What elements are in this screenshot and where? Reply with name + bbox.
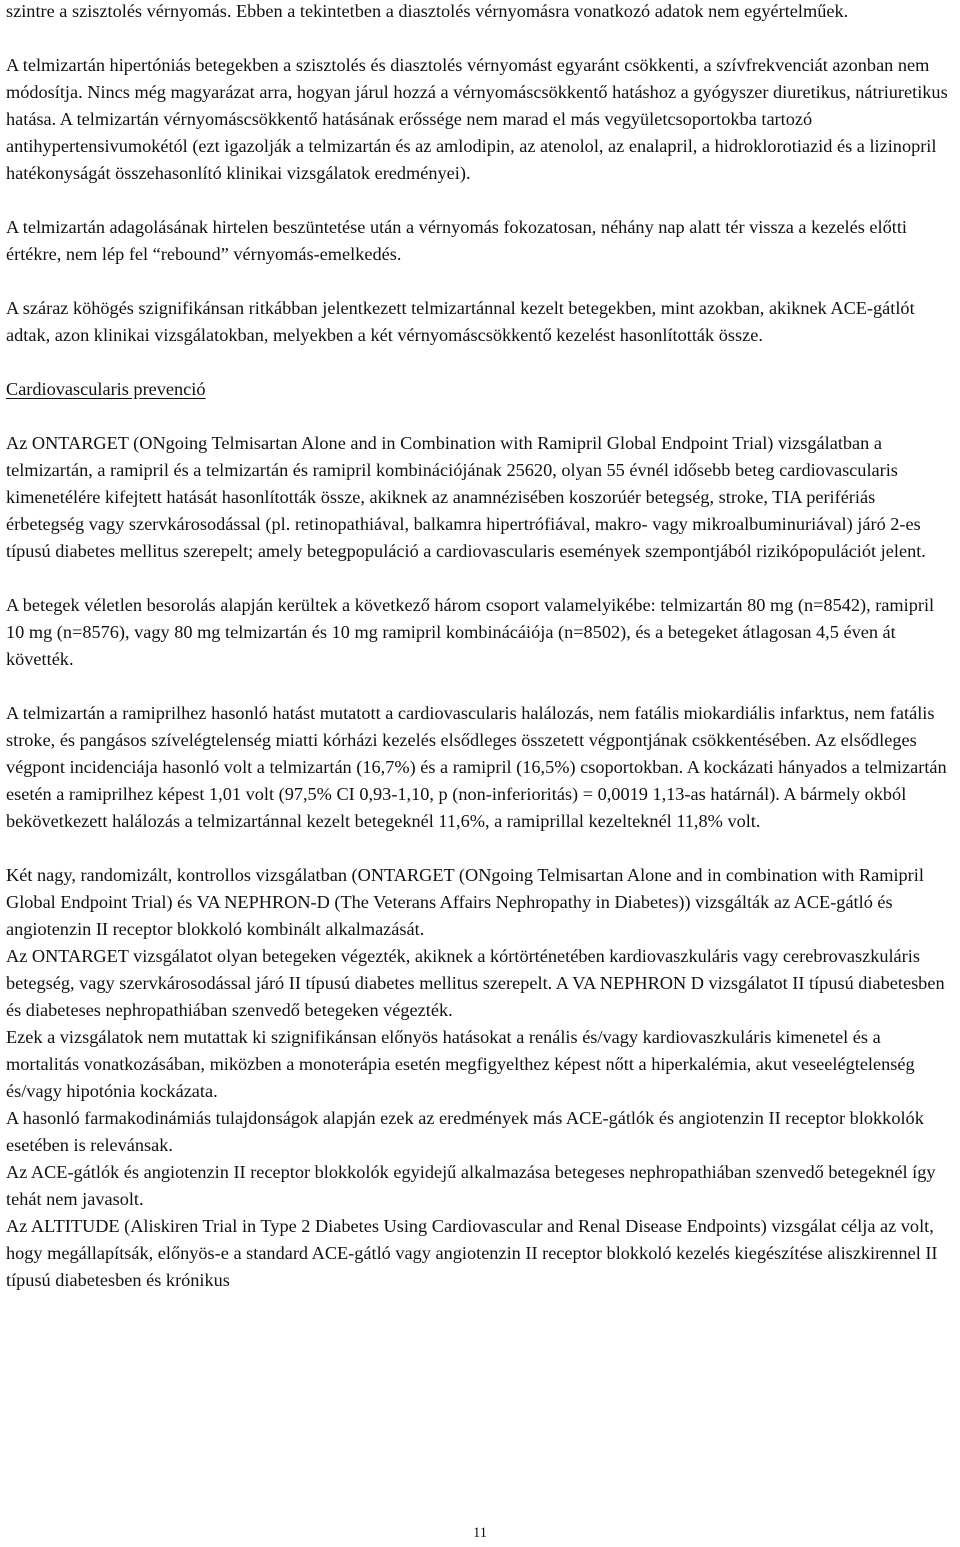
- paragraph-dry-cough: A száraz köhögés szignifikánsan ritkábban jelentkezett telmizartánnal kezelt betegekben, mint azokban, akiknek ACE-gátlót adtak, azon klinikai vizsgálatokban, melyekben a két vérnyomáscsökkentő kezelést hasonlították össze.: [6, 298, 915, 345]
- paragraph-class-relevance: A hasonló farmakodinámiás tulajdonságok alapján ezek az eredmények más ACE-gátlók és angiotenzin II receptor blokkolók esetében is relevánsak.: [6, 1108, 924, 1155]
- paragraph-discontinuation: A telmizartán adagolásának hirtelen beszüntetése után a vérnyomás fokozatosan, néhány nap alatt tér vissza a kezelés előtti értékre, nem lép fel “rebound” vérnyomás-emelkedés.: [6, 217, 908, 264]
- paragraph-telmisartan-effect: A telmizartán hipertóniás betegekben a szisztolés és diasztolés vérnyomást egyaránt csökkenti, a szívfrekvenciát azonban nem módosítja. Nincs még magyarázat arra, hogyan járul hozzá a vérnyomáscsökkentő hatáshoz a gyógyszer diuretikus, nátriuretikus hatása. A telmizartán vérnyomáscsökkentő hatásának erőssége nem marad el más vegyületcsoportokba tartozó antihypertensivumokétól (ezt igazolják a telmizartán és az amlodipin, az atenolol, az enalapril, a hidroklorotiazid és a lizinopril hatékonyságát összehasonlító klinikai vizsgálatok eredményei).: [6, 55, 948, 183]
- paragraph-not-recommended: Az ACE-gátlók és angiotenzin II receptor blokkolók egyidejű alkalmazása betegeses nephropathiában szenvedő betegeknél így tehát nem javasolt.: [6, 1162, 936, 1209]
- paragraph-combination-trials: Két nagy, randomizált, kontrollos vizsgálatban (ONTARGET (ONgoing Telmisartan Alone and in combination with Ramipril Global Endpoint Trial) és VA NEPHRON-D (The Veterans Affairs Nephropathy in Diabetes)) vizsgálták az ACE-gátló és angiotenzin II receptor blokkoló kombinált alkalmazását.: [6, 865, 924, 939]
- paragraph-ontarget-study: Az ONTARGET (ONgoing Telmisartan Alone and in Combination with Ramipril Global Endpoint Trial) vizsgálatban a telmizartán, a ramipril és a telmizartán és ramipril kombinációjának 25620, olyan 55 évnél idősebb beteg cardiovascularis kimenetélére kifejtett hatását hasonlították össze, akiknek az anamnézisében koszorúér betegség, stroke, TIA perifériás érbetegség vagy szervkárosodással (pl. retinopathiával, balkamra hipertrófiával, makro- vagy mikroalbuminuriával) járó 2-es típusú diabetes mellitus szerepelt; amely betegpopuláció a cardiovascularis események szempontjából rizikópopulációt jelent.: [6, 433, 926, 561]
- paragraph-primary-endpoint: A telmizartán a ramiprilhez hasonló hatást mutatott a cardiovascularis halálozás, nem fatális miokardiális infarktus, nem fatális stroke, és pangásos szívelégtelenség miatti kórházi kezelés elsődleges összetett végpontjának csökkentésében. Az elsődleges végpont incidenciája hasonló volt a telmizartán (16,7%) és a ramipril (16,5%) csoportokban. A kockázati hányados a telmizartán esetén a ramiprilhez képest 1,01 volt (97,5% CI 0,93-1,10, p (non-inferioritás) = 0,0019 1,13-as határnál). A bármely okból bekövetkezett halálozás a telmizartánnal kezelt betegeknél 11,6%, a ramiprillal kezelteknél 11,8% volt.: [6, 703, 947, 831]
- paragraph-altitude-study: Az ALTITUDE (Aliskiren Trial in Type 2 Diabetes Using Cardiovascular and Renal Disease Endpoints) vizsgálat célja az volt, hogy megállapítsák, előnyös-e a standard ACE-gátló vagy angiotenzin II receptor blokkoló kezelés kiegészítése aliszkirennel II típusú diabetesben és krónikus: [6, 1216, 938, 1290]
- paragraph-randomization: A betegek véletlen besorolás alapján kerültek a következő három csoport valamelyikébe: telmizartán 80 mg (n=8542), ramipril 10 mg (n=8576), vagy 80 mg telmizartán és 10 mg ramipril kombinácáiója (n=8502), és a betegeket átlagosan 4,5 éven át követték.: [6, 595, 935, 669]
- document-body: [6, 0, 956, 1294]
- paragraph-ontarget-population: Az ONTARGET vizsgálatot olyan betegeken végezték, akiknek a kórtörténetében kardiovaszkuláris vagy cerebrovaszkuláris betegség, vagy szervkárosodással járó II típusú diabetes mellitus szerepelt. A VA NEPHRON D vizsgálatot II típusú diabetesben és diabeteses nephropathiában szenvedő betegeken végezték.: [6, 946, 945, 1020]
- section-heading-cardiovascular-prevention: Cardiovascularis prevenció: [6, 379, 206, 399]
- page-number: 11: [473, 1525, 487, 1541]
- paragraph-diastolic-data: szintre a szisztolés vérnyomás. Ebben a tekintetben a diasztolés vérnyomásra vonatkozó adatok nem egyértelműek.: [6, 1, 849, 21]
- paragraph-no-benefit: Ezek a vizsgálatok nem mutattak ki szignifikánsan előnyös hatásokat a renális és/vagy kardiovaszkuláris kimenetel és a mortalitás vonatkozásában, miközben a monoterápia esetén megfigyelthez képest nőtt a hiperkalémia, akut veseelégtelenség és/vagy hipotónia kockázata.: [6, 1027, 915, 1101]
